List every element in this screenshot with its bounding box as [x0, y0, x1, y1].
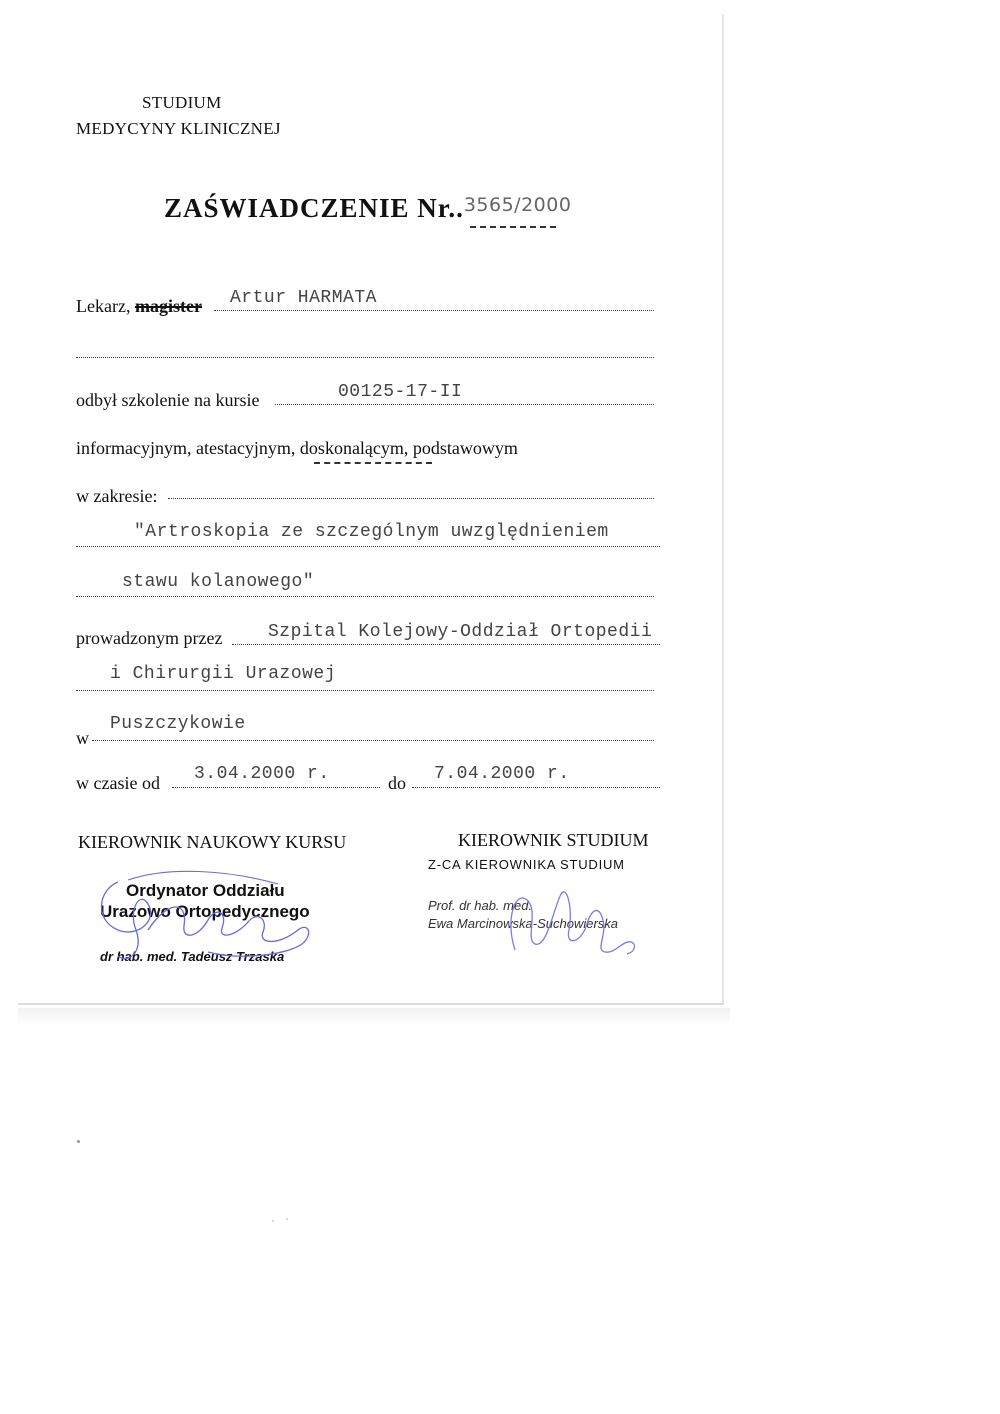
conducted-dots-2 [76, 690, 654, 691]
to-date: 7.04.2000 r. [434, 764, 570, 784]
to-label: do [388, 773, 406, 793]
place-value: Puszczykowie [110, 714, 246, 734]
place-label: w [76, 728, 89, 748]
header-line-1: STUDIUM [142, 93, 222, 112]
certificate-number: 3565/2000 [463, 194, 572, 216]
paper-speck [286, 1218, 288, 1220]
right-signature-scribble [495, 880, 655, 960]
scope-line-1: "Artroskopia ze szczególnym uwzględnieniem [134, 522, 609, 542]
conducted-dots-1 [232, 644, 660, 645]
paper-bottom-edge [18, 1003, 724, 1005]
left-signature-heading: KIEROWNIK NAUKOWY KURSU [78, 832, 347, 852]
scope-dots-1 [168, 498, 654, 499]
to-dots [412, 787, 660, 788]
title-label: ZAŚWIADCZENIE Nr [164, 193, 449, 223]
course-code: 00125-17-II [338, 382, 463, 402]
header-line-2: MEDYCYNY KLINICZNEJ [76, 119, 281, 138]
left-stamp-line-1: Ordynator Oddziału [126, 881, 285, 900]
course-type-underline [314, 462, 432, 464]
blank-dots-line [76, 357, 654, 358]
left-signature-scribble [88, 860, 328, 970]
left-stamp-name: dr hab. med. Tadeusz Trzaska [100, 949, 285, 964]
paper-speck [272, 1220, 274, 1222]
course-types: informacyjnym, atestacyjnym, doskonalącym, podstawowym [76, 438, 518, 458]
right-signature-heading: KIEROWNIK STUDIUM [458, 830, 649, 850]
conducted-line-1: Szpital Kolejowy-Oddział Ortopedii [268, 622, 653, 642]
course-dots [275, 404, 654, 405]
doctor-name: Artur HARMATA [230, 288, 377, 308]
scope-label: w zakresie: [76, 486, 158, 506]
doctor-title-struck: magister [134, 296, 202, 316]
doctor-dots [214, 310, 654, 311]
conducted-label: prowadzonym przez [76, 628, 223, 648]
left-stamp-line-2: Urazowo Ortopedycznego [100, 902, 310, 921]
certificate-title: ZAŚWIADCZENIE Nr..3565/2000 [164, 193, 572, 223]
place-dots [92, 740, 654, 741]
course-label: odbył szkolenie na kursie [76, 390, 260, 410]
scope-dots-3 [76, 596, 654, 597]
paper-speck [77, 1140, 80, 1143]
scope-line-2: stawu kolanowego" [122, 572, 315, 592]
scope-dots-2 [76, 546, 660, 547]
doctor-label: Lekarz, magister [76, 296, 202, 316]
from-date: 3.04.2000 r. [194, 764, 330, 784]
right-stamp-line-2: Ewa Marcinowska-Suchowierska [428, 916, 619, 931]
right-stamp-line-1: Prof. dr hab. med. [428, 898, 533, 913]
paper-right-edge [722, 14, 724, 1004]
from-label: w czasie od [76, 773, 160, 793]
paper-shadow [18, 1008, 730, 1026]
right-signature-subheading: Z-CA KIEROWNIKA STUDIUM [428, 857, 625, 872]
conducted-line-2: i Chirurgii Urazowej [110, 664, 337, 684]
title-number-underline [470, 226, 556, 228]
from-dots [172, 787, 380, 788]
